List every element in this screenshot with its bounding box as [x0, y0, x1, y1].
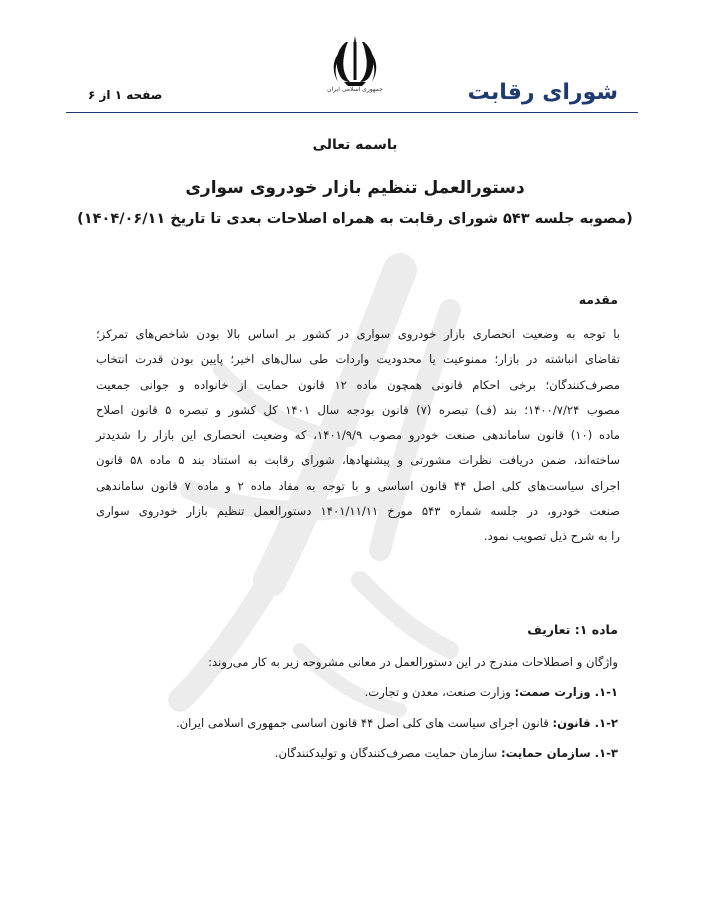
intro-line: اجرای سیاست‌های کلی اصل ۴۴ قانون اساسی و با توجه به مفاد ماده ۲ و ماده ۷ قانون ساماندهی	[96, 478, 620, 493]
intro-line: مصوب ۱۴۰۰/۷/۲۴؛ بند (ف) تبصره (۷) قانون بودجه سال ۱۴۰۱ کل کشور و تبصره ۵ قانون اصلاح	[96, 402, 620, 417]
definition-term: ۱-۳. سازمان حمایت:	[500, 746, 618, 760]
definitions-intro: واژگان و اصطلاحات مندرج در این دستورالعمل در معانی مشروحه زیر به کار می‌روند:	[208, 655, 618, 669]
intro-heading: مقدمه	[578, 292, 618, 307]
document-subtitle: (مصوبه جلسه ۵۴۳ شورای رقابت به همراه اصلاحات بعدی تا تاریخ ۱۴۰۴/۰۶/۱۱)	[77, 211, 633, 227]
intro-line: تقاضای انباشته در بازار؛ ممنوعیت یا محدودیت واردات طی سال‌های اخیر؛ پایین بودن قدرت انتخاب	[96, 352, 620, 367]
intro-line: ساخته‌اند، ضمن دریافت نظرات مشورتی و پیشنهادها، شورای رقابت به استناد بند ۵ ماده ۵۸ قانون	[96, 453, 621, 468]
header-divider	[66, 112, 638, 113]
definition-term: ۱-۲. قانون:	[552, 716, 618, 730]
definition-term: ۱-۱. وزارت صمت:	[514, 685, 618, 699]
intro-line: صنعت خودرو، در جلسه شماره ۵۴۳ مورخ ۱۴۰۱/۱۱/۱۱ دستورالعمل تنظیم بازار خودروی سواری	[96, 504, 620, 519]
brand-title: شورای رقابت	[467, 80, 618, 105]
intro-line: مصرف‌کنندگان؛ برخی احکام قانونی همچون ماده ۱۲ قانون حمایت از خانواده و جوانی جمعیت	[96, 377, 620, 392]
definition-text: قانون اجرای سیاست های کلی اصل ۴۴ قانون اساسی جمهوری اسلامی ایران.	[175, 716, 553, 730]
invocation: باسمه تعالی	[312, 137, 398, 153]
intro-line: با توجه به وضعیت انحصاری بازار خودروی سواری در کشور بر اساس بالا بودن شاخص‌های تمرکز؛	[96, 327, 620, 341]
page-number: صفحه ۱ از ۶	[88, 88, 163, 102]
definition-text: وزارت صنعت، معدن و تجارت.	[364, 685, 515, 699]
article-1-heading: ماده ۱: تعاریف	[527, 622, 618, 637]
emblem-caption: جمهوری اسلامی ایران	[327, 86, 383, 93]
definition-text: سازمان حمایت مصرف‌کنندگان و تولیدکنندگان.	[274, 746, 501, 760]
document-title: دستورالعمل تنظیم بازار خودروی سواری	[185, 178, 525, 198]
definition-item	[275, 746, 618, 760]
definition-item	[176, 716, 618, 730]
intro-line: ماده (۱۰) قانون ساماندهی صنعت خودرو مصوب ۱۴۰۱/۹/۹، که وضعیت انحصاری این بازار را شدیدتر	[96, 428, 620, 443]
intro-paragraph	[96, 322, 620, 550]
definition-item	[365, 685, 618, 699]
intro-line: را به شرح ذیل تصویب نمود.	[483, 529, 620, 544]
